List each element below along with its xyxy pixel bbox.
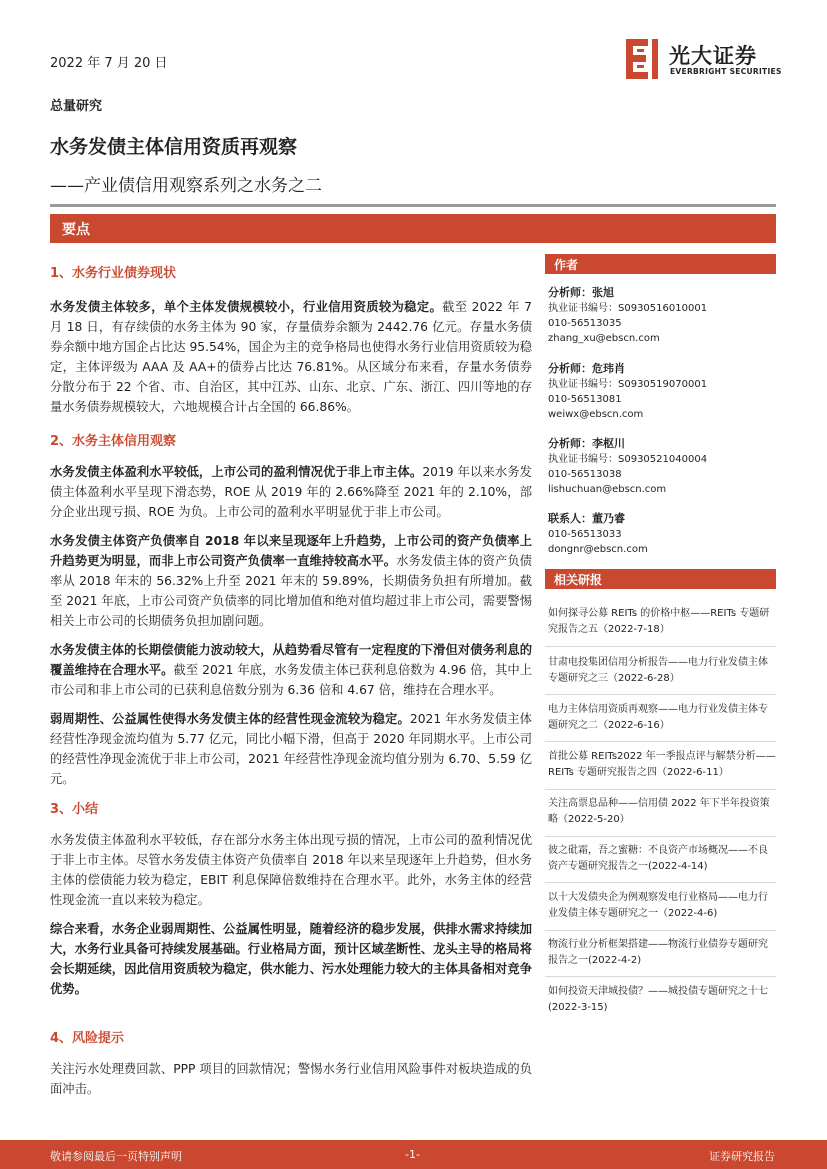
page-number: -1- xyxy=(405,1148,420,1161)
related-divider xyxy=(545,646,776,647)
related-report-link[interactable]: 物流行业分析框架搭建——物流行业债券专题研究报告之一(2022-4-2) xyxy=(548,939,768,966)
section-heading-4: 4、风险提示 xyxy=(50,1031,125,1046)
analyst-phone: 010-56513035 xyxy=(548,318,622,329)
analyst-email[interactable]: lishuchuan@ebscn.com xyxy=(548,484,667,495)
analyst-email[interactable]: zhang_xu@ebscn.com xyxy=(548,333,660,344)
related-report-link[interactable]: 甘肃电投集团信用分析报告——电力行业发债主体专题研究之三（2022-6-28） xyxy=(548,657,768,684)
analyst-name: 分析师：张旭 xyxy=(548,286,614,299)
section2-lead-4: 弱周期性、公益属性使得水务发债主体的经营性现金流较为稳定。 xyxy=(50,712,410,726)
report-title: 水务发债主体信用资质再观察 xyxy=(50,136,298,158)
main-content xyxy=(50,262,532,1099)
analyst-cert: 执业证书编号：S0930519070001 xyxy=(548,379,708,390)
related-divider xyxy=(545,789,776,790)
section2-paragraph-3 xyxy=(50,640,532,700)
footer-report-type: 证券研究报告 xyxy=(709,1150,775,1163)
authors-label: 作者 xyxy=(554,258,579,272)
analyst-card xyxy=(548,361,776,422)
section3-paragraph-2 xyxy=(50,919,532,999)
related-report-link[interactable]: 关注高票息品种——信用债 2022 年下半年投资策略（2022-5-20） xyxy=(548,798,770,825)
related-report-link[interactable]: 彼之砒霜，吾之蜜糖：不良资产市场概况——不良资产专题研究报告之一(2022-4-14) xyxy=(548,845,768,872)
section1-lead: 水务发债主体较多，单个主体发债规模较小，行业信用资质较为稳定。 xyxy=(50,300,443,314)
analyst-name: 分析师：危玮肖 xyxy=(548,362,625,375)
related-report-link[interactable]: 如何投资天津城投债？——城投债专题研究之十七(2022-3-15) xyxy=(548,986,768,1013)
everbright-logo xyxy=(624,37,784,81)
everbright-logo-icon xyxy=(624,37,660,81)
keypoints-label: 要点 xyxy=(62,222,90,238)
report-category: 总量研究 xyxy=(50,99,103,114)
analyst-cert: 执业证书编号：S0930516010001 xyxy=(548,303,708,314)
related-divider xyxy=(545,694,776,695)
report-date: 2022 年 7 月 20 日 xyxy=(50,56,168,71)
section-heading-1: 1、水务行业债券现状 xyxy=(50,266,177,281)
related-report-link[interactable]: 如何探寻公募 REITs 的价格中枢——REITs 专题研究报告之五（2022-7-18） xyxy=(548,608,770,635)
analyst-email[interactable]: weiwx@ebscn.com xyxy=(548,409,644,420)
section1-paragraph xyxy=(50,297,532,417)
contact-email[interactable]: dongnr@ebscn.com xyxy=(548,544,648,555)
section-heading-2: 2、水务主体信用观察 xyxy=(50,434,177,449)
analyst-cert: 执业证书编号：S0930521040004 xyxy=(548,454,708,465)
report-subtitle: ——产业债信用观察系列之水务之二 xyxy=(50,176,322,196)
section4-paragraph: 关注污水处理费回款、PPP 项目的回款情况；警惕水务行业信用风险事件对板块造成的负面冲击。 xyxy=(50,1062,532,1096)
contact-name: 联系人：董乃睿 xyxy=(548,512,625,525)
analyst-phone: 010-56513038 xyxy=(548,469,622,480)
title-divider xyxy=(50,204,776,207)
section2-paragraph-1 xyxy=(50,462,532,522)
section2-lead-3: 水务发债主体的长期偿债能力波动较大，从趋势看尽管有一定程度的下滑但对债务利息的覆盖维持在合理水平。 xyxy=(50,643,532,677)
section2-lead-1: 水务发债主体盈利水平较低，上市公司的盈利情况优于非上市主体。 xyxy=(50,465,423,479)
related-divider xyxy=(545,930,776,931)
contact-phone: 010-56513033 xyxy=(548,529,622,540)
page-footer xyxy=(0,1140,827,1169)
related-divider xyxy=(545,836,776,837)
logo-english-name: EVERBRIGHT SECURITIES xyxy=(670,67,782,76)
related-reports-label: 相关研报 xyxy=(554,573,603,587)
section2-body-1: 2019 年以来水务发债主体盈利水平呈现下滑态势，ROE 从 2019 年的 2.66%降至 2021 年的 2.10%，部分企业出现亏损、ROE 为负。上市公司的盈利水平明显优于非上市公司。 xyxy=(50,465,532,519)
analyst-card xyxy=(548,436,776,497)
analyst-card xyxy=(548,285,776,346)
logo-chinese-name: 光大证券 xyxy=(669,44,757,68)
related-divider xyxy=(545,976,776,977)
contact-card xyxy=(548,511,776,557)
section-heading-3: 3、小结 xyxy=(50,802,99,817)
analyst-phone: 010-56513081 xyxy=(548,394,622,405)
section2-body-4: 2021 年水务发债主体经营性净现金流均值为 5.77 亿元，同比小幅下滑，但高于 2020 年同期水平。上市公司的经营性净现金流优于非上市公司，2021 年经营性净现金流均值分别为 6.70、5.59 亿元。 xyxy=(50,712,532,786)
related-reports-banner xyxy=(545,569,776,589)
section2-body-3: 截至 2021 年底，水务发债主体已获利息倍数为 4.96 倍，其中上市公司和非上市公司的已获利息倍数分别为 6.36 倍和 4.67 倍，维持在合理水平。 xyxy=(50,663,532,697)
section3-conclusion: 综合来看，水务企业弱周期性、公益属性明显，随着经济的稳步发展，供排水需求持续加大，水务行业具备可持续发展基础。行业格局方面，预计区域垄断性、龙头主导的格局将会长期延续，因此信用资质较为稳定，供水能力、污水处理能力较大的主体具备相对竞争优势。 xyxy=(50,922,532,996)
footer-disclaimer[interactable]: 敬请参阅最后一页特别声明 xyxy=(50,1150,182,1163)
related-report-link[interactable]: 首批公募 REITs2022 年一季报点评与解禁分析——REITs 专题研究报告之四（2022-6-11） xyxy=(548,751,776,778)
analyst-name: 分析师：李枢川 xyxy=(548,437,625,450)
section3-paragraph-1: 水务发债主体盈利水平较低，存在部分水务主体出现亏损的情况，上市公司的盈利情况优于非上市主体。尽管水务发债主体资产负债率自 2018 年以来呈现逐年上升趋势，但水务主体的偿债能力较为稳定，EBIT 利息保障倍数维持在合理水平。此外，水务主体的经营性现金流一直以来较为稳定。 xyxy=(50,833,532,907)
section2-body-2: 水务发债主体的资产负债率从 2018 年末的 56.32%上升至 2021 年末的 59.89%，长期债务负担有所增加。截至 2021 年底，上市公司资产负债率的同比增加值和绝对值均超过非上市公司，需要警惕相关上市公司的长期债务负担加剧问题。 xyxy=(50,554,532,628)
related-report-link[interactable]: 电力主体信用资质再观察——电力行业发债主体专题研究之二（2022-6-16） xyxy=(548,704,768,731)
related-report-link[interactable]: 以十大发债央企为例观察发电行业格局——电力行业发债主体专题研究之一（2022-4-6) xyxy=(548,892,768,919)
section2-lead-2: 水务发债主体资产负债率自 2018 年以来呈现逐年上升趋势，上市公司的资产负债率上升趋势更为明显，而非上市公司资产负债率一直维持较高水平。 xyxy=(50,534,532,568)
related-divider xyxy=(545,741,776,742)
section2-paragraph-2 xyxy=(50,531,532,631)
keypoints-banner xyxy=(50,214,776,243)
section1-body: 截至 2022 年 7 月 18 日，有存续债的水务主体为 90 家，存量债券余额为 2442.76 亿元。存量水务债券余额中地方国企占比达 95.54%，国企为主的竞争格局也使得水务行业信用资质较为稳定，主体评级为 AAA 及 AA+的债券占比达 76.81%。从区域分布来看，存量水务债券分散分布于 22 个省、市、自治区，其中江苏、山东、北京、广东、浙江、四川等地的存量水务债券规模较大，六地规模合计占全国的 66.86%。 xyxy=(50,300,532,414)
section2-paragraph-4 xyxy=(50,709,532,789)
authors-banner xyxy=(545,254,776,274)
related-divider xyxy=(545,882,776,883)
